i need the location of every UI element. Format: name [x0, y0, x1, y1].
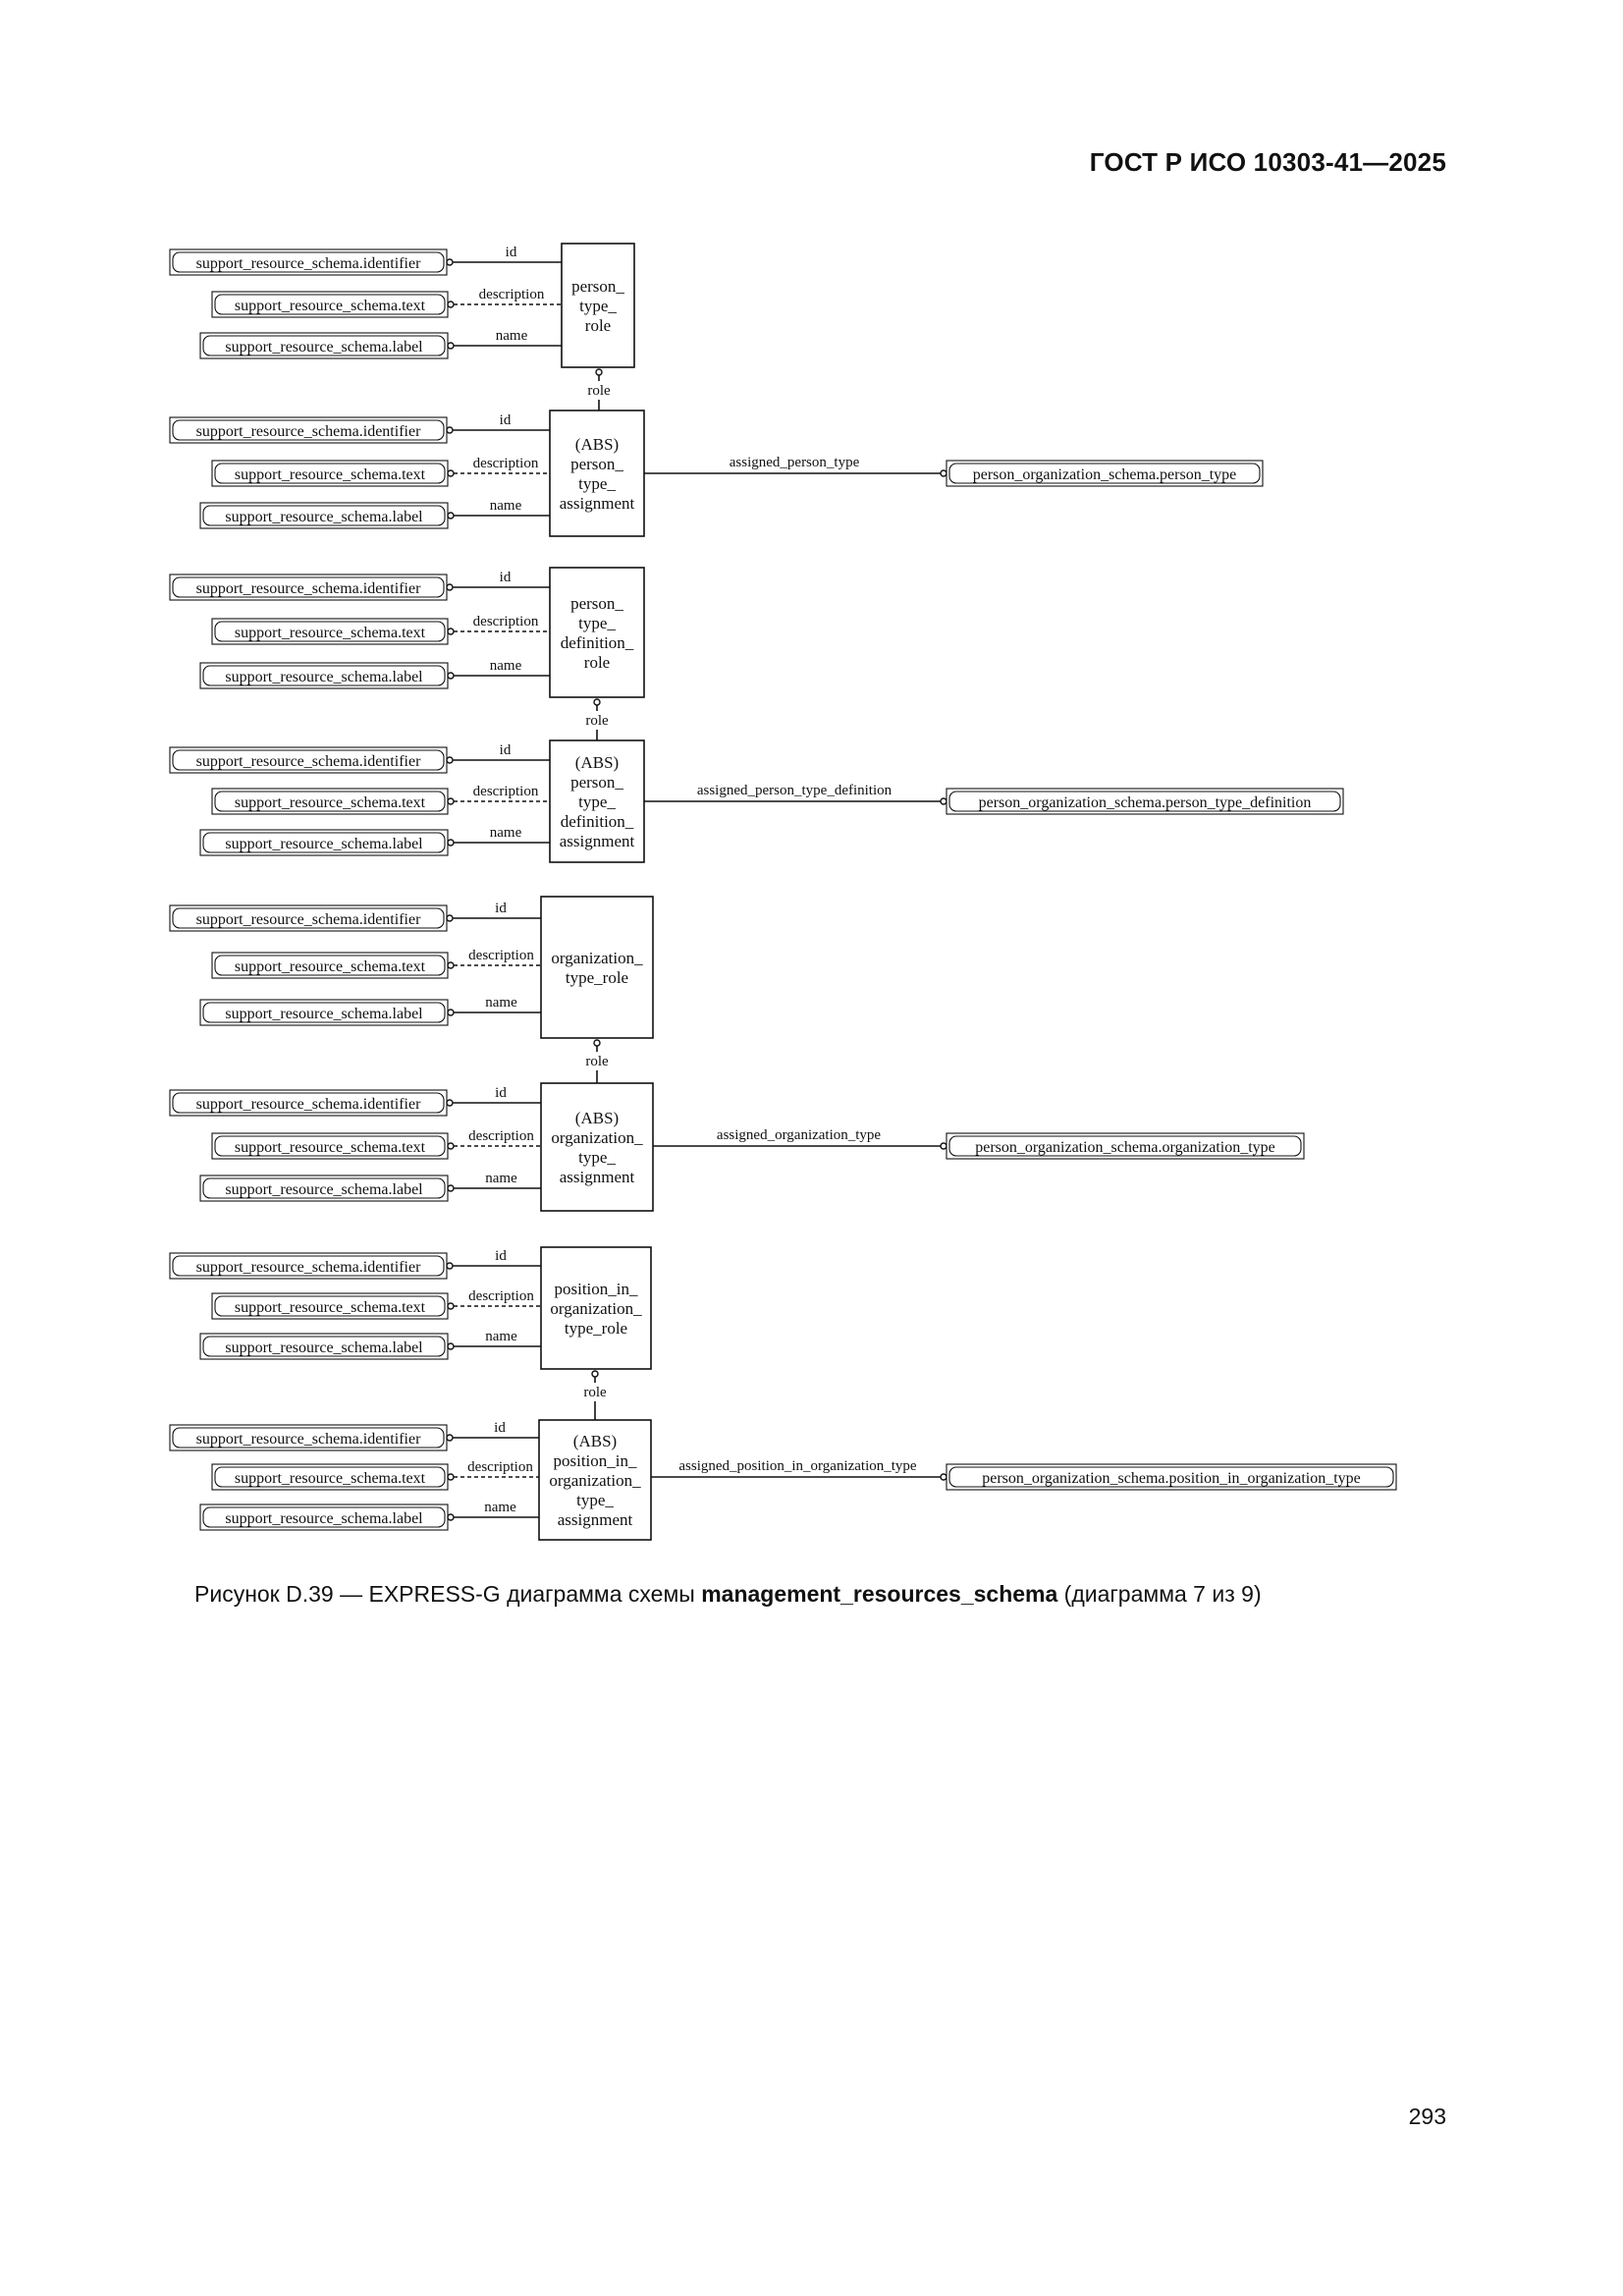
ota-link-target-label: person_organization_schema.organization_type: [975, 1139, 1275, 1156]
pta-attr-label-end: [448, 513, 454, 519]
piota-entity-name-line: (ABS): [572, 1432, 618, 1450]
ota-entity-name-line: assignment: [559, 1168, 635, 1186]
ptdr-attr-label-label: name: [489, 658, 522, 674]
ptr-attr-text-label: description: [478, 287, 545, 302]
ota-link-label: assigned_organization_type: [716, 1127, 882, 1143]
otr-attr-label-label: name: [485, 995, 517, 1011]
piotr-entity-name-line: position_in_: [554, 1280, 638, 1298]
otr-attr-identifier-end: [447, 915, 453, 921]
ptr-type-text-label: support_resource_schema.text: [234, 298, 426, 314]
piota-attr-label-label: name: [484, 1500, 516, 1515]
ptda-attr-identifier-label: id: [499, 742, 512, 758]
otr-type-identifier-label: support_resource_schema.identifier: [195, 911, 421, 928]
role-2-label: role: [585, 713, 609, 729]
ptda-type-text-label: support_resource_schema.text: [234, 794, 426, 811]
ota-entity-box: [541, 1083, 653, 1211]
role-6-label: role: [583, 1385, 607, 1400]
role-4-end: [594, 1040, 600, 1046]
piota-entity-name-line: type_: [576, 1491, 614, 1509]
ota-entity-name-line: (ABS): [574, 1109, 620, 1127]
ptdr-entity-name-line: role: [583, 653, 611, 672]
ota-type-text-label: support_resource_schema.text: [234, 1139, 426, 1156]
ptda-entity-name-line: assignment: [559, 832, 635, 850]
ptr-entity-name-line: role: [584, 316, 612, 335]
ptdr-entity-name-line: definition_: [560, 633, 634, 652]
ptda-link-label: assigned_person_type_definition: [696, 783, 893, 798]
pta-entity-name-line: person_: [570, 455, 623, 473]
ota-attr-text-label: description: [468, 1128, 534, 1144]
caption-prefix: Рисунок D.39 — EXPRESS-G диаграмма схемы: [194, 1581, 702, 1607]
role-2-end: [594, 699, 600, 705]
ptdr-attr-label-end: [448, 673, 454, 679]
pta-entity-name-line: (ABS): [574, 435, 620, 454]
ptdr-type-text-label: support_resource_schema.text: [234, 625, 426, 641]
ptdr-attr-text-end: [448, 629, 454, 634]
piota-attr-text-label: description: [467, 1459, 533, 1475]
otr-entity-name-line: type_role: [565, 968, 629, 987]
piota-type-label-label: support_resource_schema.label: [225, 1510, 423, 1527]
piota-link-target-label: person_organization_schema.position_in_organization_type: [982, 1470, 1361, 1487]
pta-attr-identifier-label: id: [499, 412, 512, 428]
piotr-attr-identifier-end: [447, 1263, 453, 1269]
pta-entity-box: [550, 410, 644, 536]
role-0-label: role: [587, 383, 611, 399]
ptr-attr-identifier-label: id: [505, 245, 517, 260]
piota-type-identifier-label: support_resource_schema.identifier: [195, 1431, 421, 1448]
ptr-entity-name-line: person_: [571, 277, 624, 296]
ptda-attr-identifier-end: [447, 757, 453, 763]
ptr-attr-label-label: name: [495, 328, 528, 344]
piotr-attr-text-end: [448, 1303, 454, 1309]
pta-entity-name-line: assignment: [559, 494, 635, 513]
pta-entity-name-line: type_: [578, 474, 616, 493]
ptda-entity-name-line: definition_: [560, 812, 634, 831]
pta-type-label-label: support_resource_schema.label: [225, 509, 423, 525]
ptr-type-identifier-label: support_resource_schema.identifier: [195, 255, 421, 272]
ptdr-attr-identifier-end: [447, 584, 453, 590]
ptda-attr-text-label: description: [472, 784, 539, 799]
piotr-type-label-label: support_resource_schema.label: [225, 1339, 423, 1356]
ptda-link-target-label: person_organization_schema.person_type_definition: [978, 794, 1312, 811]
ptdr-entity-name-line: type_: [578, 614, 616, 632]
ota-type-identifier-label: support_resource_schema.identifier: [195, 1096, 421, 1113]
otr-attr-text-end: [448, 962, 454, 968]
pta-link-target-label: person_organization_schema.person_type: [972, 466, 1237, 483]
ptda-entity-name-line: (ABS): [574, 753, 620, 772]
piota-link-label: assigned_position_in_organization_type: [678, 1458, 917, 1474]
ptr-entity-name-line: type_: [579, 297, 617, 315]
ptda-link-end: [941, 798, 947, 804]
ota-attr-text-end: [448, 1143, 454, 1149]
piota-attr-identifier-label: id: [494, 1420, 506, 1436]
ptda-type-label-label: support_resource_schema.label: [225, 836, 423, 852]
piotr-type-identifier-label: support_resource_schema.identifier: [195, 1259, 421, 1276]
document-header: ГОСТ Р ИСО 10303-41—2025: [1089, 147, 1446, 177]
ota-entity-name-line: organization_: [551, 1128, 643, 1147]
ota-attr-identifier-end: [447, 1100, 453, 1106]
ptr-attr-label-end: [448, 343, 454, 349]
ptda-attr-text-end: [448, 798, 454, 804]
pta-attr-text-label: description: [472, 456, 539, 471]
otr-attr-label-end: [448, 1010, 454, 1015]
ptda-attr-label-label: name: [489, 825, 522, 841]
ptdr-attr-text-label: description: [472, 614, 539, 629]
pta-type-identifier-label: support_resource_schema.identifier: [195, 423, 421, 440]
ptda-entity-name-line: type_: [578, 793, 616, 811]
otr-type-label-label: support_resource_schema.label: [225, 1006, 423, 1022]
piotr-attr-identifier-label: id: [495, 1248, 507, 1264]
otr-entity-box: [541, 897, 653, 1038]
pta-attr-identifier-end: [447, 427, 453, 433]
otr-type-text-label: support_resource_schema.text: [234, 958, 426, 975]
ptdr-type-identifier-label: support_resource_schema.identifier: [195, 580, 421, 597]
otr-entity-name-line: organization_: [551, 949, 643, 967]
pta-link-end: [941, 470, 947, 476]
role-0-end: [596, 369, 602, 375]
piota-attr-text-end: [448, 1474, 454, 1480]
ptdr-entity-name-line: person_: [570, 594, 623, 613]
ptdr-type-label-label: support_resource_schema.label: [225, 669, 423, 685]
ptr-type-label-label: support_resource_schema.label: [225, 339, 423, 355]
ota-attr-identifier-label: id: [495, 1085, 507, 1101]
ota-type-label-label: support_resource_schema.label: [225, 1181, 423, 1198]
ota-link-end: [941, 1143, 947, 1149]
piota-attr-identifier-end: [447, 1435, 453, 1441]
pta-type-text-label: support_resource_schema.text: [234, 466, 426, 483]
ptr-attr-text-end: [448, 301, 454, 307]
pta-link-label: assigned_person_type: [729, 455, 860, 470]
otr-attr-text-label: description: [468, 948, 534, 963]
piotr-entity-name-line: type_role: [564, 1319, 628, 1338]
piotr-attr-label-end: [448, 1343, 454, 1349]
piotr-attr-text-label: description: [468, 1288, 534, 1304]
piota-link-end: [941, 1474, 947, 1480]
ota-attr-label-label: name: [485, 1171, 517, 1186]
piota-entity-name-line: assignment: [557, 1510, 633, 1529]
ota-entity-name-line: type_: [578, 1148, 616, 1167]
ptr-attr-identifier-end: [447, 259, 453, 265]
ptda-attr-label-end: [448, 840, 454, 846]
ptdr-attr-identifier-label: id: [499, 570, 512, 585]
piota-entity-name-line: position_in_: [553, 1451, 637, 1470]
caption-suffix: (диаграмма 7 из 9): [1057, 1581, 1262, 1607]
caption-schema-name: management_resources_schema: [701, 1581, 1058, 1607]
piotr-entity-name-line: organization_: [550, 1299, 642, 1318]
piotr-type-text-label: support_resource_schema.text: [234, 1299, 426, 1316]
pta-attr-text-end: [448, 470, 454, 476]
pta-attr-label-label: name: [489, 498, 522, 514]
otr-attr-identifier-label: id: [495, 901, 507, 916]
ota-attr-label-end: [448, 1185, 454, 1191]
piotr-attr-label-label: name: [485, 1329, 517, 1344]
piota-entity-name-line: organization_: [549, 1471, 641, 1490]
ptdr-entity-box: [550, 568, 644, 697]
ptda-entity-name-line: person_: [570, 773, 623, 792]
ptda-type-identifier-label: support_resource_schema.identifier: [195, 753, 421, 770]
piota-type-text-label: support_resource_schema.text: [234, 1470, 426, 1487]
piota-attr-label-end: [448, 1514, 454, 1520]
figure-caption: [194, 1581, 1262, 1608]
role-6-end: [592, 1371, 598, 1377]
page-number: 293: [1408, 2104, 1446, 2129]
role-4-label: role: [585, 1054, 609, 1069]
